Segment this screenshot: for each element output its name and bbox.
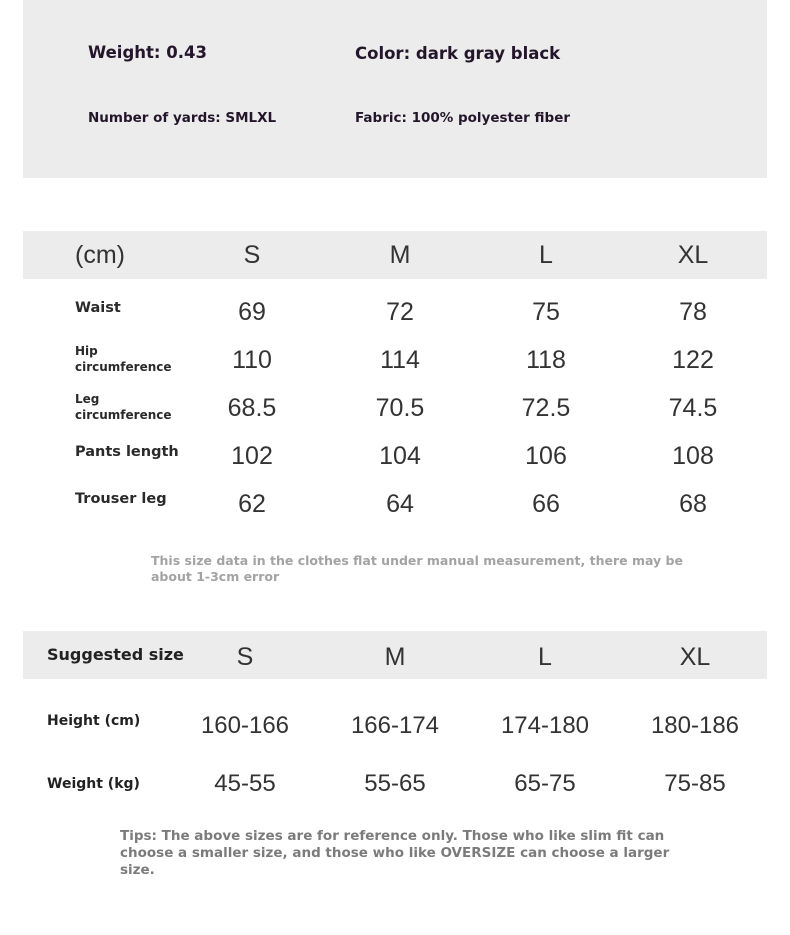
suggested-row-label-weight: Weight (kg) (47, 776, 140, 792)
suggested-size-header: Suggested size (47, 645, 184, 664)
suggested-row-label-height: Height (cm) (47, 713, 141, 729)
row-label-line: circumference (75, 360, 172, 374)
spec-color: Color: dark gray black (355, 44, 561, 63)
spec-fabric: Fabric: 100% polyester fiber (355, 110, 571, 126)
row-label-waist: Waist (75, 300, 121, 316)
size-chart-col-s: S (243, 241, 261, 269)
size-chart-unit-header: (cm) (75, 241, 125, 269)
table-cell: 45-55 (214, 770, 276, 797)
row-label-line: Hip (75, 344, 98, 358)
table-cell: 62 (238, 490, 266, 518)
table-cell: 110 (232, 346, 272, 374)
size-chart-col-m: M (389, 241, 411, 269)
row-label-line: Leg (75, 392, 100, 406)
row-label-pants-length: Pants length (75, 444, 179, 460)
table-cell: 114 (380, 346, 420, 374)
spec-yards: Number of yards: SMLXL (88, 110, 277, 126)
table-cell: 106 (525, 442, 567, 470)
table-cell: 174-180 (500, 712, 590, 739)
note-line: This size data in the clothes flat under manual measurement, there may be (151, 553, 683, 568)
table-cell: 78 (679, 298, 707, 326)
table-cell: 64 (386, 490, 414, 518)
table-cell: 122 (672, 346, 714, 374)
table-cell: 72 (386, 298, 414, 326)
suggested-col-l: L (538, 643, 552, 671)
table-cell: 68.5 (227, 394, 277, 422)
suggested-col-xl: XL (679, 643, 711, 671)
table-cell: 68 (679, 490, 707, 518)
spec-panel (23, 0, 767, 178)
table-cell: 160-166 (200, 712, 290, 739)
table-cell: 180-186 (650, 712, 740, 739)
measurement-note (151, 553, 683, 585)
suggested-col-s: S (236, 643, 254, 671)
table-cell: 75-85 (664, 770, 726, 797)
tips-text: Tips: The above sizes are for reference only. Those who like slim fit can choose a smaller size, and those who like OVERSIZE can choose a larger size. (120, 828, 670, 878)
row-label-line: circumference (75, 408, 172, 422)
table-cell: 108 (672, 442, 714, 470)
table-cell: 69 (238, 298, 266, 326)
table-cell: 75 (532, 298, 560, 326)
suggested-col-m: M (384, 643, 406, 671)
table-cell: 118 (526, 346, 566, 374)
table-cell: 102 (231, 442, 273, 470)
table-cell: 55-65 (364, 770, 426, 797)
table-cell: 72.5 (521, 394, 571, 422)
table-cell: 70.5 (375, 394, 425, 422)
size-chart-col-l: L (539, 241, 553, 269)
note-line: about 1-3cm error (151, 569, 280, 584)
row-label-trouser-leg: Trouser leg (75, 491, 167, 507)
table-cell: 166-174 (350, 712, 440, 739)
table-cell: 65-75 (514, 770, 576, 797)
size-chart-col-xl: XL (677, 241, 709, 269)
row-label-leg (75, 391, 172, 423)
table-cell: 74.5 (668, 394, 718, 422)
spec-weight: Weight: 0.43 (88, 43, 207, 62)
row-label-hip (75, 343, 172, 375)
table-cell: 104 (379, 442, 421, 470)
table-cell: 66 (532, 490, 560, 518)
